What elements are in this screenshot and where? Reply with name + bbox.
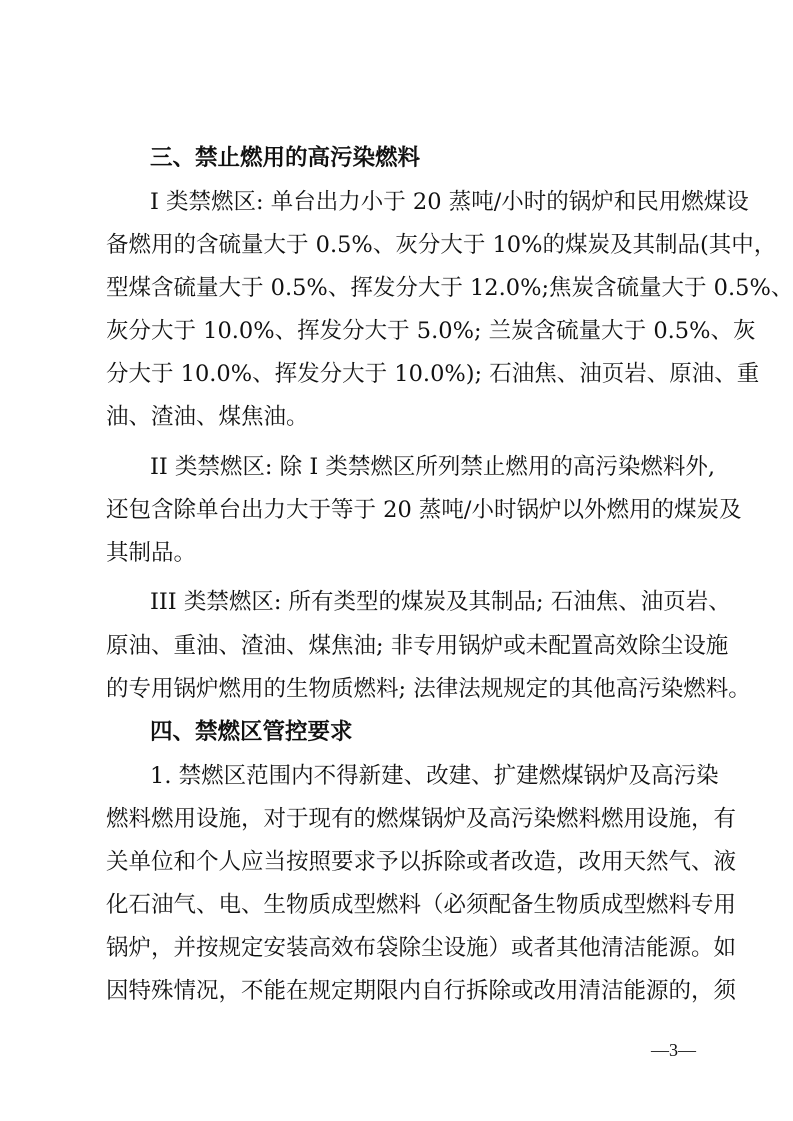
- class-1-line-2: 备燃用的含硫量大于 0.5%、灰分大于 10%的煤炭及其制品(其中，: [106, 232, 777, 258]
- class-1-line-4: 灰分大于 10.0%、挥发分大于 5.0%; 兰炭含硫量大于 0.5%、灰: [106, 318, 756, 344]
- class-2-line-3: 其制品。: [106, 540, 197, 566]
- class-2-line-1: II 类禁燃区: 除 I 类禁燃区所列禁止燃用的高污染燃料外,: [150, 454, 716, 480]
- class-1-line-6: 油、渣油、煤焦油。: [106, 404, 309, 430]
- item-1-line-5: 锅炉，并按规定安装高效布袋除尘设施）或者其他清洁能源。如: [106, 935, 737, 961]
- class-1-line-1: I 类禁燃区: 单台出力小于 20 蒸吨/小时的锅炉和民用燃煤设: [150, 189, 749, 215]
- class-3-line-2: 原油、重油、渣油、煤焦油; 非专用锅炉或未配置高效除尘设施: [106, 633, 729, 659]
- item-1-line-1: 1. 禁燃区范围内不得新建、改建、扩建燃煤锅炉及高污染: [150, 763, 719, 789]
- class-1-line-5: 分大于 10.0%、挥发分大于 10.0%); 石油焦、油页岩、原油、重: [106, 361, 760, 387]
- item-1-line-4: 化石油气、电、生物质成型燃料（必须配备生物质成型燃料专用: [106, 892, 737, 918]
- section-3-heading: 三、禁止燃用的高污染燃料: [150, 145, 421, 171]
- item-1-line-6: 因特殊情况，不能在规定期限内自行拆除或改用清洁能源的，须: [106, 978, 737, 1004]
- page-number: —3—: [651, 1040, 696, 1060]
- section-4-heading: 四、禁燃区管控要求: [150, 719, 353, 745]
- class-2-line-2: 还包含除单台出力大于等于 20 蒸吨/小时锅炉以外燃用的煤炭及: [106, 497, 742, 523]
- item-1-line-3: 关单位和个人应当按照要求予以拆除或者改造，改用天然气、液: [106, 849, 737, 875]
- class-3-line-3: 的专用锅炉燃用的生物质燃料; 法律法规规定的其他高污染燃料。: [106, 676, 751, 702]
- class-3-line-1: III 类禁燃区: 所有类型的煤炭及其制品; 石油焦、油页岩、: [150, 589, 731, 615]
- class-1-line-3: 型煤含硫量大于 0.5%、挥发分大于 12.0%;焦炭含硫量大于 0.5%、: [106, 275, 793, 301]
- item-1-line-2: 燃料燃用设施，对于现有的燃煤锅炉及高污染燃料燃用设施，有: [106, 806, 737, 832]
